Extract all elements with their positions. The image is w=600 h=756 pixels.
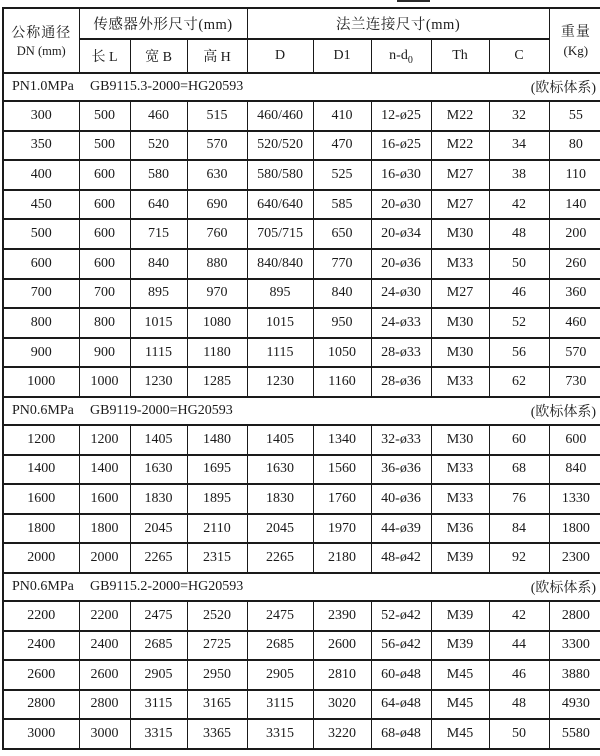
cell-width-b: 1015 — [130, 308, 187, 338]
cell-n-d0: 40-ø36 — [371, 484, 431, 514]
cell-d: 1405 — [247, 425, 313, 455]
cell-d: 2265 — [247, 543, 313, 573]
table-row — [3, 601, 600, 631]
header-row-groups — [3, 8, 600, 39]
cell-dn: 1600 — [3, 484, 79, 514]
cell-d1: 770 — [313, 249, 371, 279]
cell-dn: 2200 — [3, 601, 79, 631]
cell-weight: 360 — [549, 279, 600, 309]
cell-height-h: 3165 — [187, 690, 247, 720]
cell-dn: 600 — [3, 249, 79, 279]
cell-th: M27 — [431, 279, 489, 309]
cell-c: 50 — [489, 249, 549, 279]
section-header-cell — [3, 573, 600, 601]
cell-weight: 4930 — [549, 690, 600, 720]
cell-d1: 2600 — [313, 631, 371, 661]
table-row — [3, 514, 600, 544]
cell-th: M45 — [431, 690, 489, 720]
cell-c: 46 — [489, 660, 549, 690]
col-header-d1: D1 — [313, 39, 371, 73]
standard-note: (欧标体系) — [530, 81, 597, 96]
cell-weight: 200 — [549, 219, 600, 249]
cell-th: M39 — [431, 601, 489, 631]
cell-length-l: 2200 — [79, 601, 130, 631]
cell-length-l: 1800 — [79, 514, 130, 544]
table-row — [3, 660, 600, 690]
section-header-content — [4, 77, 600, 97]
header-row-subcolumns — [3, 39, 600, 73]
cell-th: M33 — [431, 455, 489, 485]
cell-dn: 350 — [3, 131, 79, 161]
cell-weight: 460 — [549, 308, 600, 338]
cell-height-h: 970 — [187, 279, 247, 309]
cell-length-l: 600 — [79, 160, 130, 190]
standard-code: GB9115.2-2000=HG20593 — [90, 578, 244, 594]
cell-d1: 1560 — [313, 455, 371, 485]
cell-height-h: 3365 — [187, 719, 247, 749]
table-row — [3, 631, 600, 661]
section-header-row — [3, 73, 600, 101]
cell-dn: 450 — [3, 190, 79, 220]
cell-d1: 2810 — [313, 660, 371, 690]
cell-d: 3315 — [247, 719, 313, 749]
table-row — [3, 543, 600, 573]
cell-height-h: 2520 — [187, 601, 247, 631]
cell-d1: 3020 — [313, 690, 371, 720]
cell-d: 705/715 — [247, 219, 313, 249]
weight-label: 重量 — [560, 25, 591, 41]
cell-width-b: 840 — [130, 249, 187, 279]
cell-length-l: 600 — [79, 190, 130, 220]
table-row — [3, 279, 600, 309]
cell-th: M30 — [431, 338, 489, 368]
cell-dn: 300 — [3, 101, 79, 131]
cell-th: M30 — [431, 425, 489, 455]
cell-dn: 1000 — [3, 367, 79, 397]
cell-n-d0: 64-ø48 — [371, 690, 431, 720]
cell-width-b: 1405 — [130, 425, 187, 455]
cell-n-d0: 16-ø30 — [371, 160, 431, 190]
cell-n-d0: 28-ø33 — [371, 338, 431, 368]
standard-code: GB9119-2000=HG20593 — [90, 402, 233, 418]
cell-n-d0: 12-ø25 — [371, 101, 431, 131]
n-d0-main: n-d — [389, 48, 408, 63]
section-header-content — [4, 401, 600, 421]
cell-length-l: 2400 — [79, 631, 130, 661]
cell-height-h: 570 — [187, 131, 247, 161]
cell-dn: 900 — [3, 338, 79, 368]
cell-d: 580/580 — [247, 160, 313, 190]
cell-th: M33 — [431, 367, 489, 397]
cell-n-d0: 56-ø42 — [371, 631, 431, 661]
cell-c: 60 — [489, 425, 549, 455]
section-header-cell — [3, 397, 600, 425]
cell-c: 92 — [489, 543, 549, 573]
cell-c: 62 — [489, 367, 549, 397]
cell-height-h: 2725 — [187, 631, 247, 661]
cell-height-h: 760 — [187, 219, 247, 249]
cell-weight: 80 — [549, 131, 600, 161]
cell-th: M33 — [431, 484, 489, 514]
cell-d: 2045 — [247, 514, 313, 544]
cell-d1: 410 — [313, 101, 371, 131]
cell-c: 68 — [489, 455, 549, 485]
cell-length-l: 900 — [79, 338, 130, 368]
table-row — [3, 455, 600, 485]
pressure-rating: PN1.0MPa — [12, 79, 74, 94]
cell-length-l: 600 — [79, 249, 130, 279]
cell-d1: 1160 — [313, 367, 371, 397]
table-row — [3, 484, 600, 514]
cell-th: M39 — [431, 543, 489, 573]
cell-c: 52 — [489, 308, 549, 338]
table-row — [3, 190, 600, 220]
col-header-height-h: 高 H — [187, 39, 247, 73]
col-header-width-b: 宽 B — [130, 39, 187, 73]
cell-n-d0: 60-ø48 — [371, 660, 431, 690]
cell-weight: 1800 — [549, 514, 600, 544]
cell-dn: 800 — [3, 308, 79, 338]
cell-dn: 700 — [3, 279, 79, 309]
cell-th: M27 — [431, 160, 489, 190]
cell-d: 1230 — [247, 367, 313, 397]
cell-c: 84 — [489, 514, 549, 544]
cell-width-b: 2905 — [130, 660, 187, 690]
table-body — [3, 73, 600, 749]
cell-dn: 2600 — [3, 660, 79, 690]
cell-length-l: 500 — [79, 131, 130, 161]
cell-weight: 600 — [549, 425, 600, 455]
cell-th: M30 — [431, 219, 489, 249]
cell-height-h: 880 — [187, 249, 247, 279]
cell-width-b: 715 — [130, 219, 187, 249]
cell-weight: 140 — [549, 190, 600, 220]
cell-d: 1630 — [247, 455, 313, 485]
cell-d1: 1970 — [313, 514, 371, 544]
cell-n-d0: 52-ø42 — [371, 601, 431, 631]
cell-c: 42 — [489, 601, 549, 631]
dimension-spec-table — [2, 7, 600, 750]
table-row — [3, 338, 600, 368]
cell-d1: 950 — [313, 308, 371, 338]
cell-n-d0: 16-ø25 — [371, 131, 431, 161]
cell-dn: 2800 — [3, 690, 79, 720]
col-header-dn — [3, 8, 79, 73]
weight-unit: (Kg) — [563, 43, 589, 59]
cell-c: 32 — [489, 101, 549, 131]
cell-d1: 585 — [313, 190, 371, 220]
cell-c: 34 — [489, 131, 549, 161]
cell-height-h: 2950 — [187, 660, 247, 690]
col-header-c: C — [489, 39, 549, 73]
cell-length-l: 1000 — [79, 367, 130, 397]
cell-weight: 3300 — [549, 631, 600, 661]
cell-length-l: 2600 — [79, 660, 130, 690]
cell-width-b: 3315 — [130, 719, 187, 749]
pressure-rating: PN0.6MPa — [12, 402, 74, 418]
cell-height-h: 630 — [187, 160, 247, 190]
cell-th: M45 — [431, 660, 489, 690]
cell-d: 895 — [247, 279, 313, 309]
cell-c: 50 — [489, 719, 549, 749]
cell-d1: 2390 — [313, 601, 371, 631]
standard-note: (欧标体系) — [530, 580, 597, 596]
cell-dn: 1400 — [3, 455, 79, 485]
col-group-sensor-dimensions: 传感器外形尺寸(mm) — [79, 8, 247, 39]
cell-th: M33 — [431, 249, 489, 279]
cell-height-h: 1895 — [187, 484, 247, 514]
cell-height-h: 2110 — [187, 514, 247, 544]
standard-code: GB9115.3-2000=HG20593 — [90, 79, 244, 94]
cell-width-b: 640 — [130, 190, 187, 220]
cell-d: 3115 — [247, 690, 313, 720]
cell-dn: 2000 — [3, 543, 79, 573]
cell-c: 48 — [489, 219, 549, 249]
pressure-rating: PN0.6MPa — [12, 578, 74, 594]
dn-unit: DN (mm) — [16, 43, 66, 58]
cell-height-h: 2315 — [187, 543, 247, 573]
cell-th: M22 — [431, 131, 489, 161]
cell-height-h: 1285 — [187, 367, 247, 397]
cell-weight: 2300 — [549, 543, 600, 573]
cell-d: 2685 — [247, 631, 313, 661]
cell-d: 1015 — [247, 308, 313, 338]
cell-weight: 730 — [549, 367, 600, 397]
cell-th: M39 — [431, 631, 489, 661]
standard-note: (欧标体系) — [530, 404, 597, 420]
table-row — [3, 690, 600, 720]
cell-d1: 3220 — [313, 719, 371, 749]
cell-dn: 2400 — [3, 631, 79, 661]
cell-width-b: 2685 — [130, 631, 187, 661]
cell-length-l: 1400 — [79, 455, 130, 485]
cell-height-h: 1480 — [187, 425, 247, 455]
table-row — [3, 308, 600, 338]
cell-width-b: 1230 — [130, 367, 187, 397]
cell-width-b: 520 — [130, 131, 187, 161]
cell-width-b: 1115 — [130, 338, 187, 368]
cell-width-b: 2265 — [130, 543, 187, 573]
table-row — [3, 425, 600, 455]
cell-c: 44 — [489, 631, 549, 661]
cell-c: 76 — [489, 484, 549, 514]
cell-width-b: 2475 — [130, 601, 187, 631]
cell-d1: 1050 — [313, 338, 371, 368]
cell-width-b: 895 — [130, 279, 187, 309]
cell-th: M30 — [431, 308, 489, 338]
cell-height-h: 1695 — [187, 455, 247, 485]
table-row — [3, 219, 600, 249]
cell-d: 520/520 — [247, 131, 313, 161]
col-header-length-l: 长 L — [79, 39, 130, 73]
cell-length-l: 500 — [79, 101, 130, 131]
cell-dn: 1200 — [3, 425, 79, 455]
cell-n-d0: 20-ø36 — [371, 249, 431, 279]
cell-length-l: 600 — [79, 219, 130, 249]
cell-width-b: 1630 — [130, 455, 187, 485]
cell-height-h: 515 — [187, 101, 247, 131]
col-header-d: D — [247, 39, 313, 73]
table-row — [3, 249, 600, 279]
cell-dn: 500 — [3, 219, 79, 249]
cell-dn: 400 — [3, 160, 79, 190]
cell-weight: 55 — [549, 101, 600, 131]
cell-d1: 2180 — [313, 543, 371, 573]
cell-n-d0: 44-ø39 — [371, 514, 431, 544]
section-header-row — [3, 397, 600, 425]
cell-n-d0: 68-ø48 — [371, 719, 431, 749]
section-header-cell — [3, 73, 600, 101]
cell-n-d0: 20-ø34 — [371, 219, 431, 249]
dn-label: 公称通径 — [11, 25, 72, 41]
cell-th: M22 — [431, 101, 489, 131]
cell-c: 38 — [489, 160, 549, 190]
cell-width-b: 3115 — [130, 690, 187, 720]
cell-weight: 5580 — [549, 719, 600, 749]
cell-d: 460/460 — [247, 101, 313, 131]
cell-dn: 1800 — [3, 514, 79, 544]
table-row — [3, 131, 600, 161]
cell-dn: 3000 — [3, 719, 79, 749]
cell-d: 640/640 — [247, 190, 313, 220]
col-header-th: Th — [431, 39, 489, 73]
cell-th: M27 — [431, 190, 489, 220]
cell-length-l: 3000 — [79, 719, 130, 749]
col-header-n-d0 — [371, 39, 431, 73]
cell-height-h: 1080 — [187, 308, 247, 338]
cell-weight: 840 — [549, 455, 600, 485]
cell-c: 48 — [489, 690, 549, 720]
cell-c: 42 — [489, 190, 549, 220]
cell-height-h: 1180 — [187, 338, 247, 368]
n-d0-subscript: 0 — [407, 54, 413, 66]
cell-n-d0: 24-ø30 — [371, 279, 431, 309]
table-row — [3, 367, 600, 397]
cell-weight: 260 — [549, 249, 600, 279]
cell-th: M36 — [431, 514, 489, 544]
cell-c: 56 — [489, 338, 549, 368]
cell-weight: 2800 — [549, 601, 600, 631]
cell-c: 46 — [489, 279, 549, 309]
table-row — [3, 101, 600, 131]
cell-d: 1830 — [247, 484, 313, 514]
cropped-text-artifact — [397, 0, 430, 2]
section-header-row — [3, 573, 600, 601]
cell-length-l: 700 — [79, 279, 130, 309]
cell-width-b: 580 — [130, 160, 187, 190]
cell-weight: 570 — [549, 338, 600, 368]
cell-d1: 1760 — [313, 484, 371, 514]
section-header-content — [4, 577, 600, 597]
cell-n-d0: 32-ø33 — [371, 425, 431, 455]
cell-th: M45 — [431, 719, 489, 749]
cell-width-b: 2045 — [130, 514, 187, 544]
col-header-weight — [549, 8, 600, 73]
table-row — [3, 160, 600, 190]
cell-height-h: 690 — [187, 190, 247, 220]
cell-width-b: 460 — [130, 101, 187, 131]
cell-length-l: 800 — [79, 308, 130, 338]
cell-d1: 470 — [313, 131, 371, 161]
table-header — [3, 8, 600, 73]
cell-length-l: 2800 — [79, 690, 130, 720]
cell-weight: 3880 — [549, 660, 600, 690]
cell-n-d0: 24-ø33 — [371, 308, 431, 338]
cell-d1: 840 — [313, 279, 371, 309]
table-row — [3, 719, 600, 749]
cell-n-d0: 48-ø42 — [371, 543, 431, 573]
cell-d: 1115 — [247, 338, 313, 368]
cell-d: 840/840 — [247, 249, 313, 279]
cell-d1: 650 — [313, 219, 371, 249]
cell-weight: 1330 — [549, 484, 600, 514]
cell-n-d0: 28-ø36 — [371, 367, 431, 397]
cell-d: 2905 — [247, 660, 313, 690]
cell-length-l: 1600 — [79, 484, 130, 514]
cell-length-l: 2000 — [79, 543, 130, 573]
cell-weight: 110 — [549, 160, 600, 190]
cell-d1: 525 — [313, 160, 371, 190]
cell-d1: 1340 — [313, 425, 371, 455]
cell-width-b: 1830 — [130, 484, 187, 514]
cell-d: 2475 — [247, 601, 313, 631]
cell-n-d0: 36-ø36 — [371, 455, 431, 485]
cell-n-d0: 20-ø30 — [371, 190, 431, 220]
cell-length-l: 1200 — [79, 425, 130, 455]
col-group-flange-dimensions: 法兰连接尺寸(mm) — [247, 8, 549, 39]
